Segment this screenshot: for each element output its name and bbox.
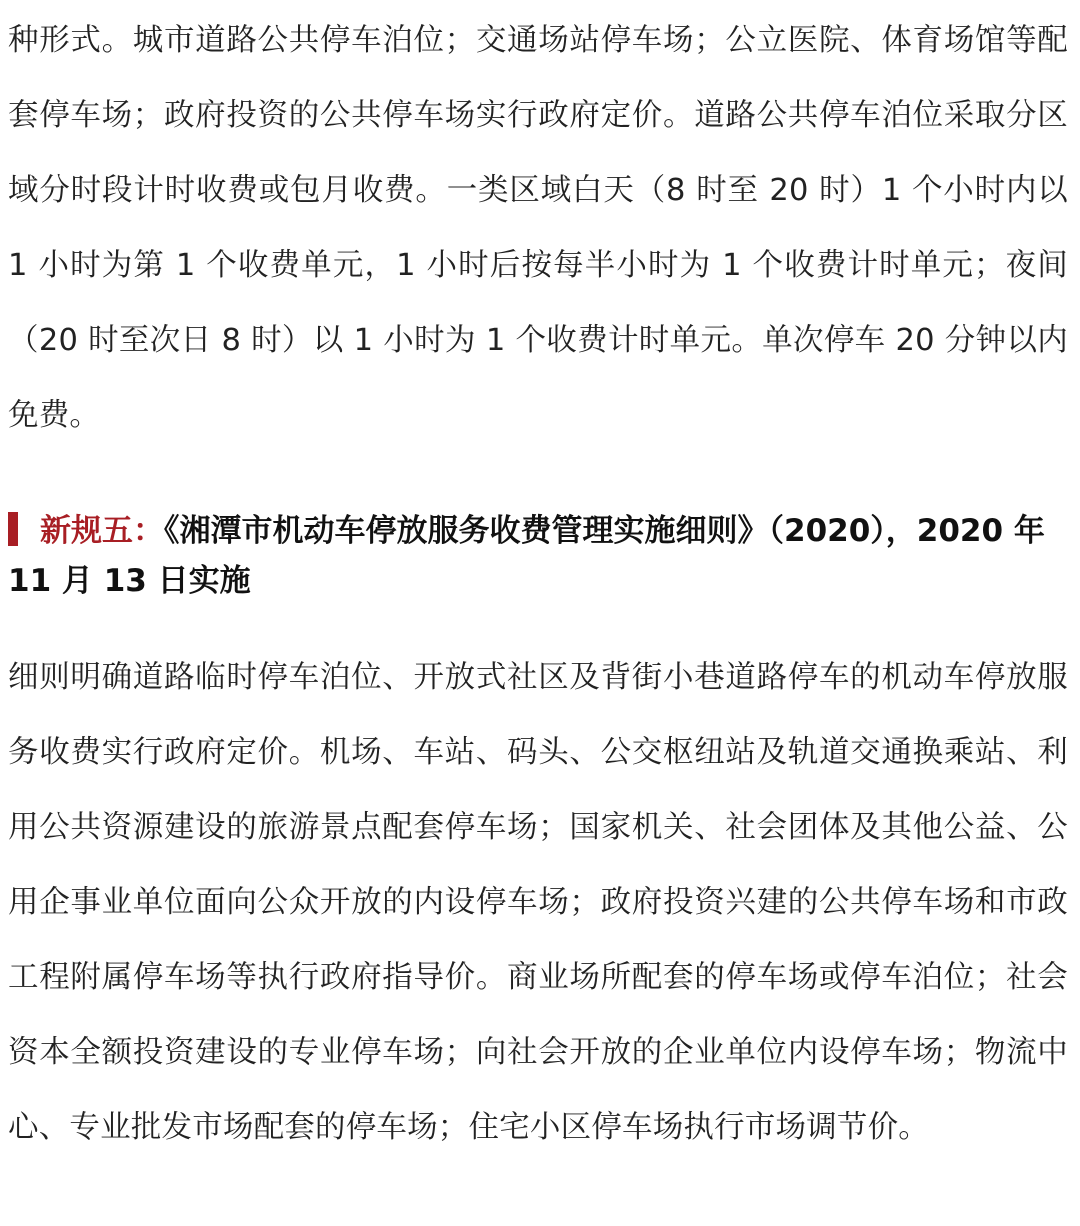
body-paragraph: 细则明确道路临时停车泊位、开放式社区及背街小巷道路停车的机动车停放服务收费实行政府定价。机场、车站、码头、公交枢纽站及轨道交通换乘站、利用公共资源建设的旅游景点配套停车场；国家机关、社会团体及其他公益、公用企事业单位面向公众开放的内设停车场；政府投资兴建的公共停车场和市政工程附属停车场等执行政府指导价。商业场所配套的停车场或停车泊位；社会资本全额投资建设的专业停车场；向社会开放的企业单位内设停车场；物流中心、专业批发市场配套的停车场；住宅小区停车场执行市场调节价。 xyxy=(8,660,1068,1145)
section-label: 新规五： xyxy=(40,513,164,549)
section-title: 《湘潭市机动车停放服务收费管理实施细则》（2020），2020 年 11 月 13 日实施 xyxy=(8,513,1045,599)
heading-accent-bar xyxy=(8,512,18,546)
intro-paragraph: 种形式。城市道路公共停车泊位；交通场站停车场；公立医院、体育场馆等配套停车场；政府投资的公共停车场实行政府定价。道路公共停车泊位采取分区域分时段计时收费或包月收费。一类区域白天（8 时至 20 时）1 个小时内以 1 小时为第 1 个收费单元，1 小时后按每半小时为 1 个收费计时单元；夜间（20 时至次日 8 时）以 1 小时为 1 个收费计时单元。单次停车 20 分钟以内免费。 xyxy=(8,23,1068,433)
section-heading xyxy=(8,506,1072,606)
